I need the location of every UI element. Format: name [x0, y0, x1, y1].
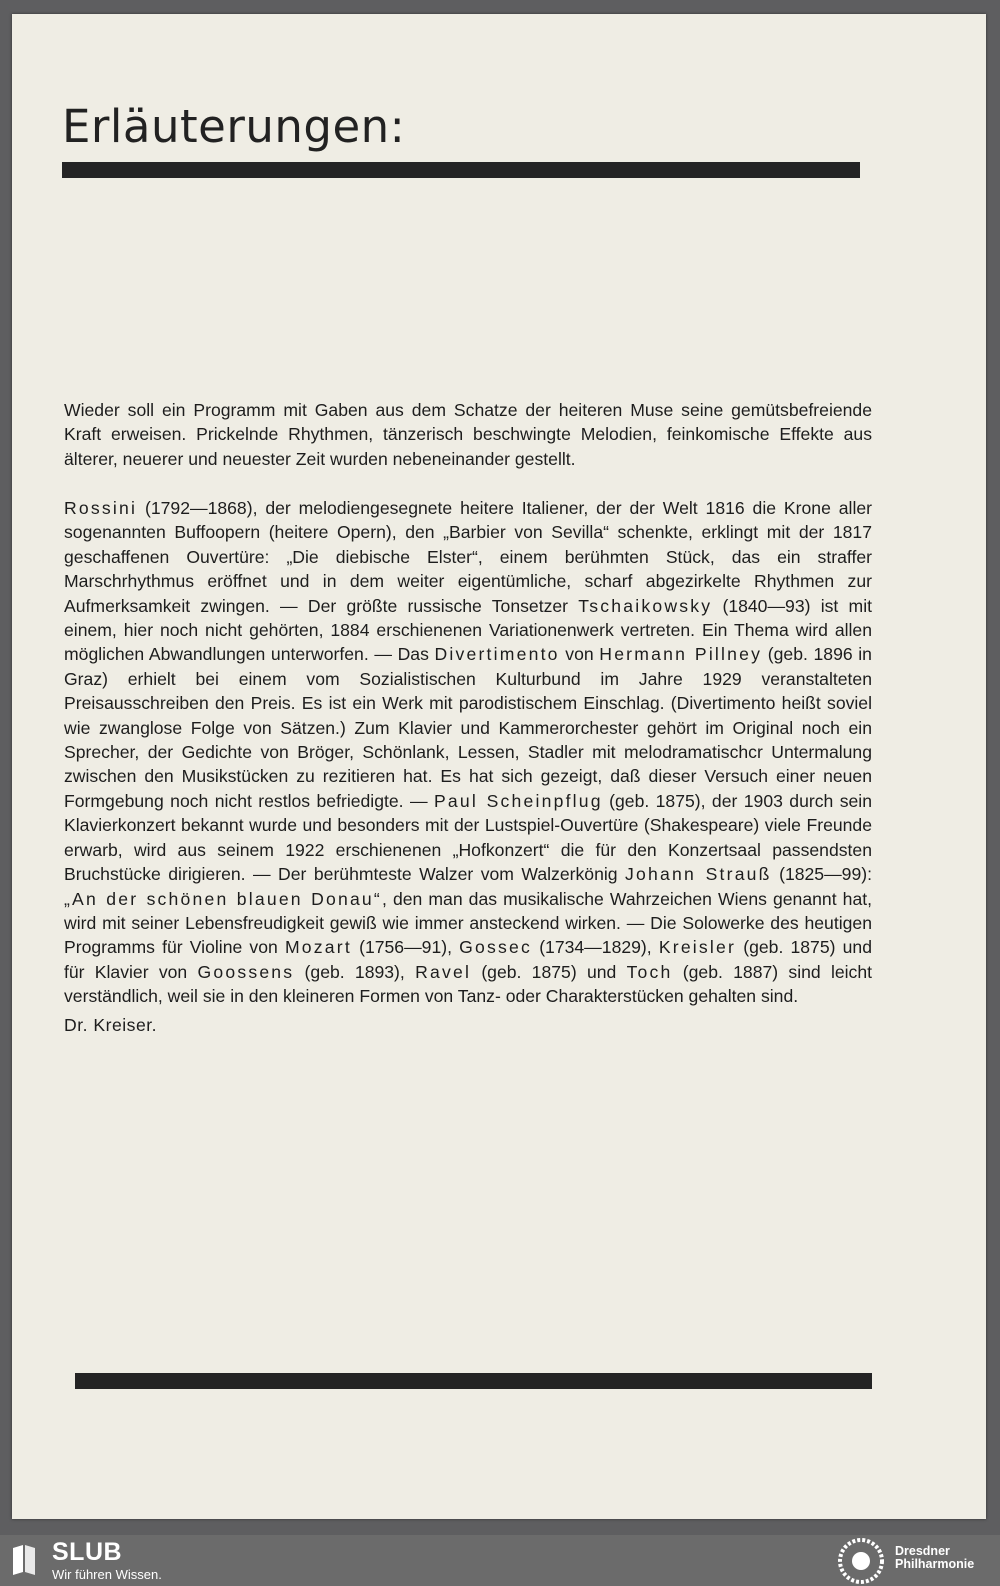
- body-text-segment: (1734—1829),: [532, 937, 659, 958]
- partner-line-1: Dresdner: [895, 1544, 950, 1558]
- page-title: Erläuterungen:: [62, 100, 406, 153]
- emphasized-name: Tschaikowsky: [578, 595, 713, 616]
- bottom-divider: [75, 1373, 872, 1389]
- body-text-segment: von: [559, 644, 600, 665]
- book-icon: [10, 1544, 38, 1576]
- emphasized-name: Paul Scheinpflug: [433, 790, 603, 811]
- emphasized-name: Johann Strauß: [625, 864, 772, 885]
- intro-paragraph: [64, 398, 872, 471]
- top-divider: [62, 162, 860, 178]
- body-text-segment: (geb. 1875) und für Klavier von: [64, 937, 873, 982]
- library-tagline: Wir führen Wissen.: [52, 1567, 162, 1582]
- body-text-segment: (geb. 1875), der 1903 durch sein Klavierkonzert bekannt wurde und besonders mit der Lustspiel-Ouvertüre (Shakespeare) viele Freunde erwarb, wird aus seinem 1922 erschienenen „Hofkonzert“ die für den Konzertsaal passendsten Bruchstücke dirigieren. — Der berühmteste Walzer vom Walzerkönig: [64, 790, 872, 885]
- signature: Dr. Kreiser.: [64, 1014, 158, 1035]
- body-text-segment: (geb. 1896 in Graz) erhielt bei einem vom Sozialistischen Kulturbund im Jahre 1929 veranstalteten Preisausschreiben den Preis. Es ist ein Werk mit parodistischem Einschlag. (Divertimento heißt soviel wie zwanglose Folge von Sätzen.) Zum Klavier und Kammerorchester gehört im Original noch ein Sprecher, der Gedichte von Bröger, Schönlank, Lessen, Stadler mit melodramatischcr Untermalung zwischen den Musikstücken zu rezitieren hat. Es hat sich gezeigt, daß dieser Versuch einer neuen Formgebung noch nicht restlos befriedigte. —: [64, 644, 872, 811]
- emphasized-name: Ravel: [415, 961, 472, 982]
- document-page: [12, 14, 986, 1519]
- emphasized-name: Rossini: [64, 498, 138, 518]
- body-text-segment: , den man das musikalische Wahrzeichen Wiens genannt hat, wird mit seiner Lebensfreudigkeit gewiß wie immer ansteckend wirken. — Die Solowerke des heutigen Programms für Violine von: [64, 888, 872, 958]
- body-text-segment: (1792—1868), der melodiengesegnete heitere Italiener, der der Welt 1816 die Krone aller sogenannten Buffoopern (heitere Opern), den „Barbier von Sevilla“ schenkte, erklingt mit der 1817 geschaffenen Ouvertüre: „Die diebische Elster“, einem berühmten Stück, das ein straffer Marschrhythmus eröffnet und in dem weiter eigentümliche, scharf abgezirkelte Rhythmen zur Aufmerksamkeit zwingen. — Der größte russische Tonsetzer: [64, 498, 872, 616]
- body-paragraph: [64, 496, 872, 1009]
- intro-text: Wieder soll ein Programm mit Gaben aus dem Schatze der heiteren Muse seine gemütsbefreiende Kraft erweisen. Prickelnde Rhythmen, tänzerisch beschwingte Melodien, feinkomische Effekte aus älterer, neuerer und neuester Zeit wurden nebeneinander gestellt.: [64, 400, 872, 469]
- emphasized-name: Hermann Pillney: [599, 644, 763, 665]
- partner-name: [895, 1545, 974, 1571]
- emphasized-name: Toch: [626, 961, 673, 982]
- body-text-segment: (1756—91),: [351, 937, 460, 958]
- emphasized-name: Kreisler: [658, 937, 737, 958]
- emphasized-name: Gossec: [459, 937, 533, 958]
- footer-bar: [0, 1535, 1000, 1586]
- body-text-segment: (geb. 1875) und: [471, 961, 627, 982]
- library-name: SLUB: [52, 1538, 123, 1566]
- emphasized-name: Goossens: [197, 961, 295, 982]
- partner-line-2: Philharmonie: [895, 1557, 975, 1571]
- body-section: [64, 496, 872, 1037]
- body-text-segment: (geb. 1893),: [294, 961, 416, 982]
- body-text-segment: (1825—99):: [771, 864, 873, 885]
- emphasized-name: „An der schönen blauen Donau“: [64, 888, 382, 909]
- emphasized-name: Mozart: [284, 937, 352, 958]
- body-text-segment: (1840—93) ist mit einem, hier noch nicht gehörten, 1884 erschienenen Variationenwerk vertreten. Ein Thema wird allen möglichen Abwandlungen unterworfen. — Das: [64, 595, 872, 665]
- body-text-segment: (geb. 1887) sind leicht verständlich, weil sie in den kleineren Formen von Tanz- oder Charakterstücken gehalten sind.: [64, 961, 873, 1007]
- philharmonie-logo-icon: [838, 1538, 884, 1584]
- emphasized-name: Divertimento: [434, 644, 560, 665]
